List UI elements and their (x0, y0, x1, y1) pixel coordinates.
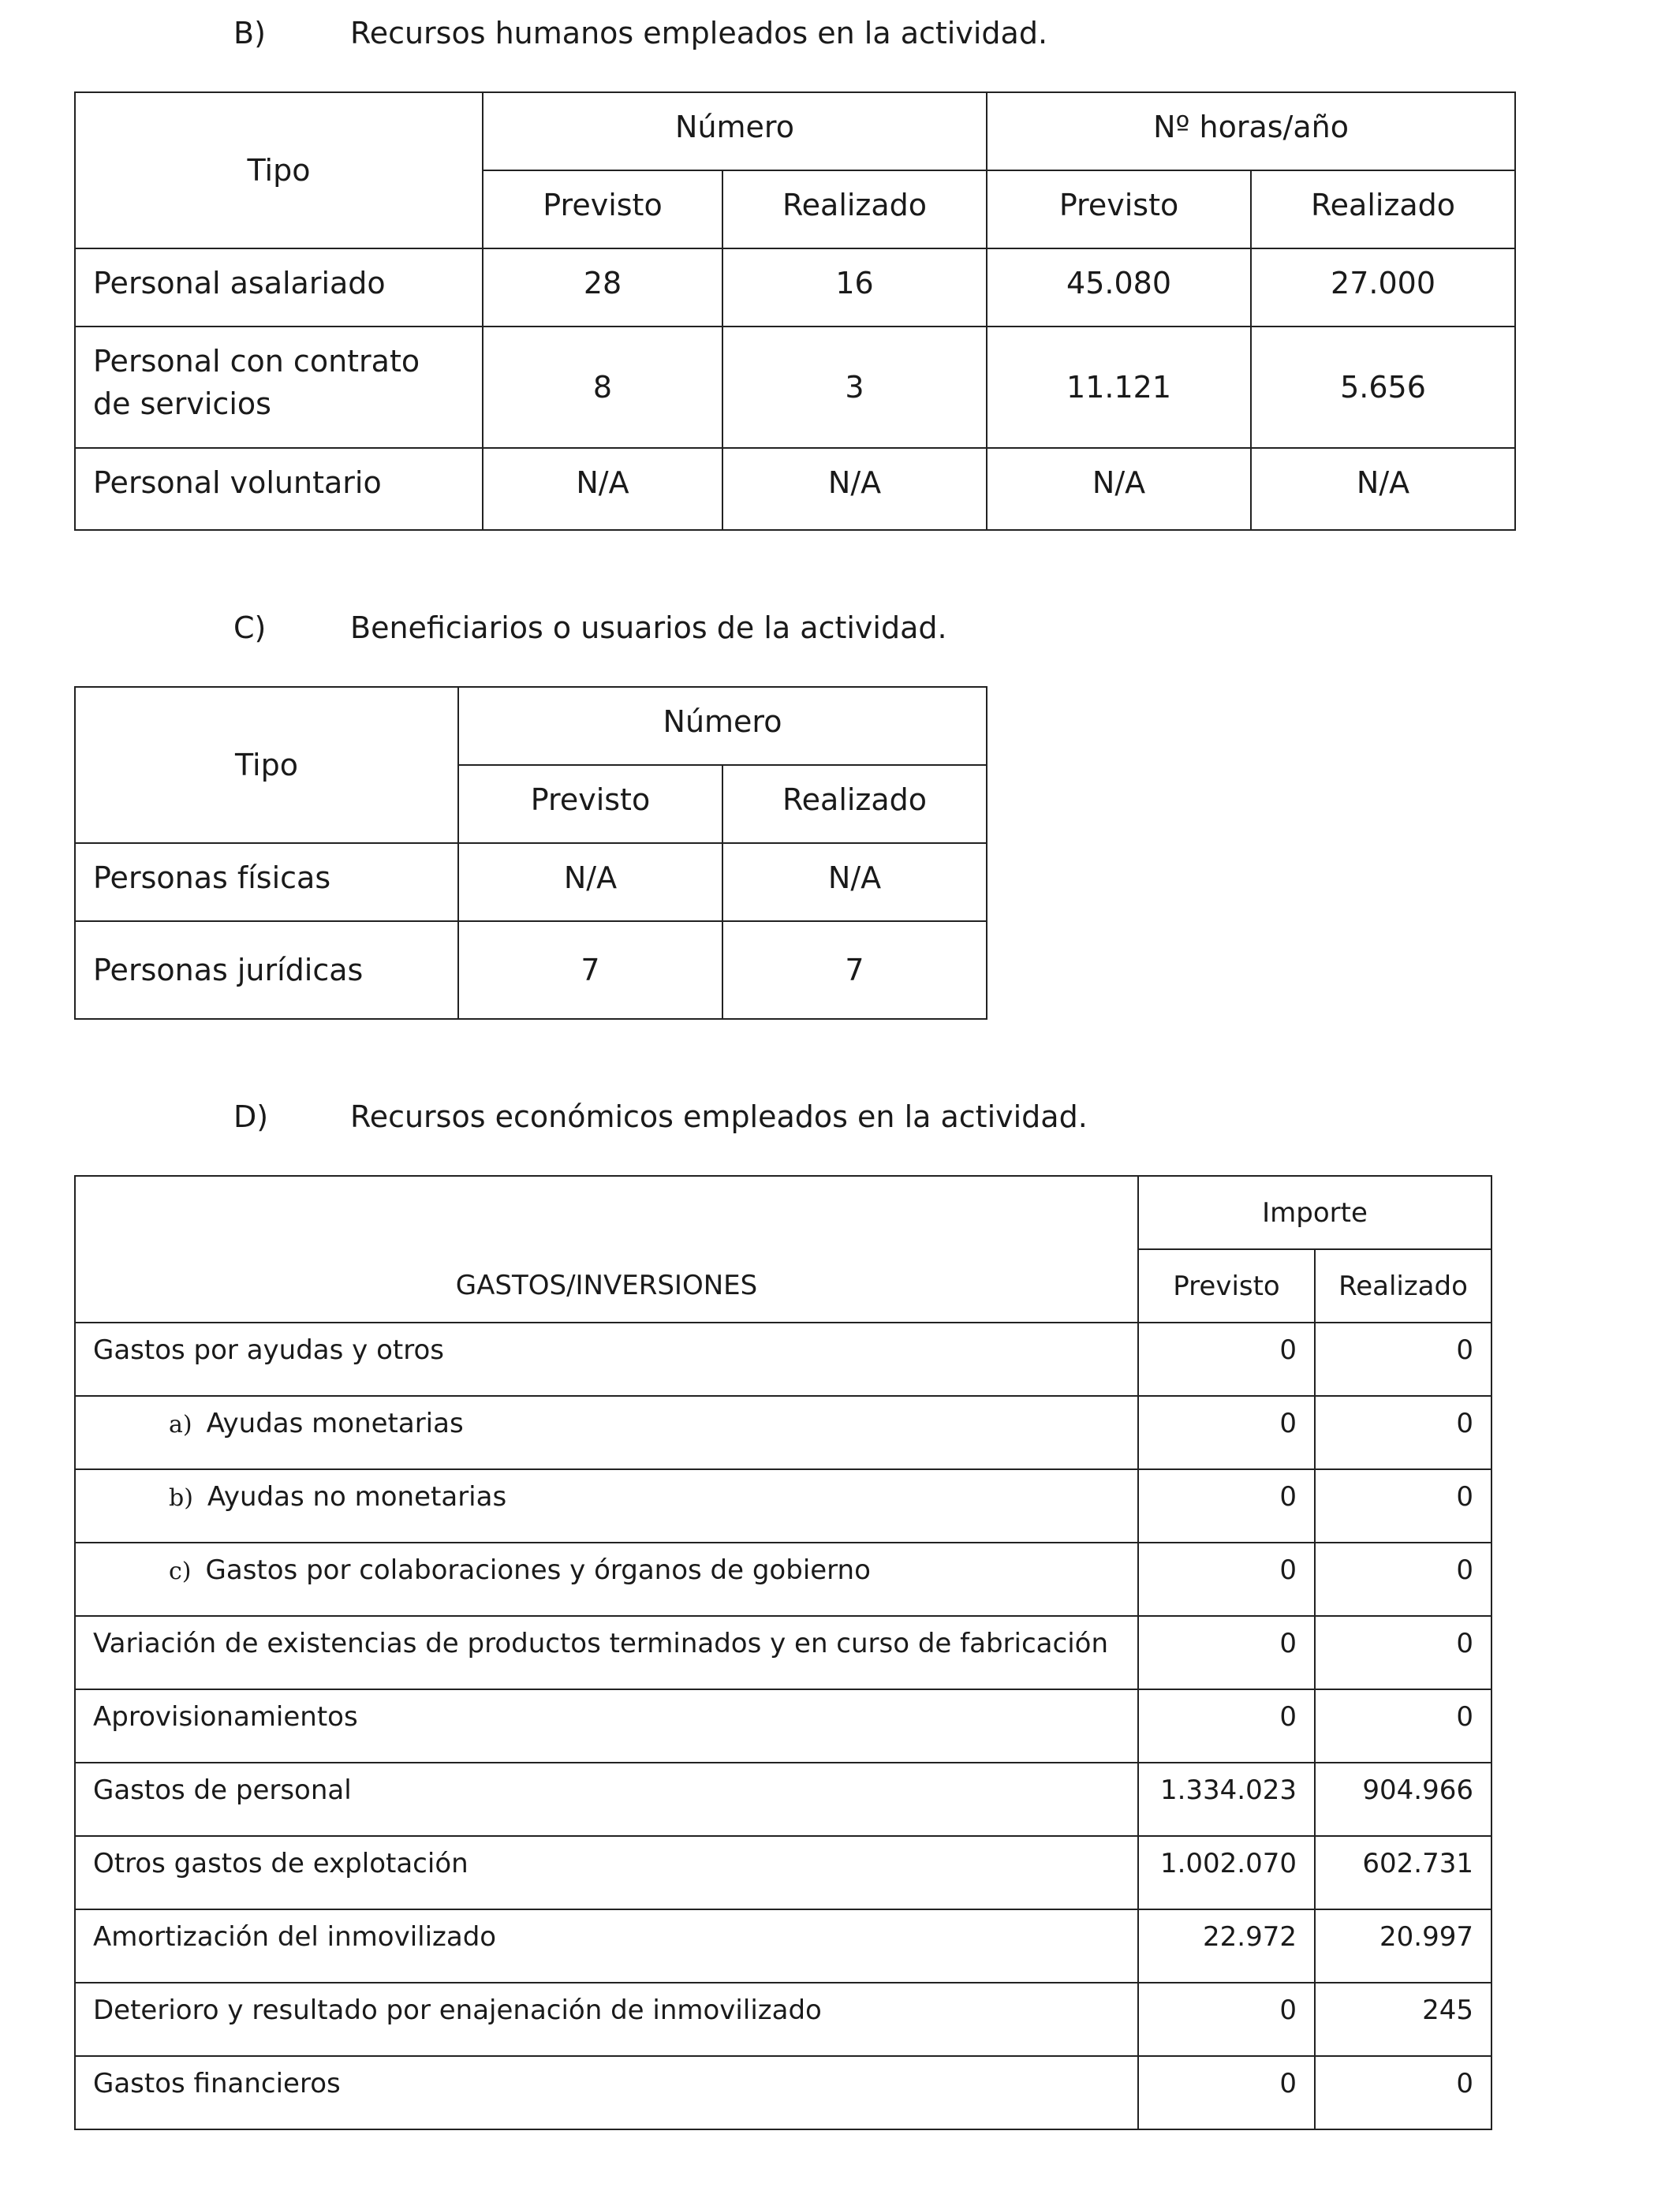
table-row (75, 1469, 1491, 1543)
cell-previsto: 7 (458, 921, 722, 1019)
table-row (75, 1763, 1491, 1836)
cell-realizado: 7 (722, 921, 987, 1019)
header-numero-realizado: Realizado (722, 170, 987, 248)
table-row (75, 248, 1515, 327)
cell-realizado: 602.731 (1315, 1836, 1491, 1909)
table-row (75, 921, 987, 1019)
row-tipo: Personas físicas (75, 843, 458, 921)
cell-realizado: 245 (1315, 1983, 1491, 2056)
row-label: Gastos por colaboraciones y órganos de gobierno (205, 1554, 871, 1586)
cell-realizado: 20.997 (1315, 1909, 1491, 1983)
table-row (75, 1836, 1491, 1909)
cell-horas-previsto: 45.080 (987, 248, 1251, 327)
section-b-title: Recursos humanos empleados en la actividad. (350, 16, 1048, 50)
table-row (75, 1689, 1491, 1763)
section-d-title: Recursos económicos empleados en la actividad. (350, 1099, 1088, 1134)
cell-realizado: N/A (722, 843, 987, 921)
header-tipo: Tipo (75, 687, 458, 843)
table-recursos-humanos (74, 91, 1516, 531)
row-label: Ayudas monetarias (206, 1408, 464, 1439)
header-horas-previsto: Previsto (987, 170, 1251, 248)
header-previsto: Previsto (1138, 1249, 1315, 1323)
cell-previsto: N/A (458, 843, 722, 921)
cell-horas-realizado: N/A (1251, 448, 1515, 530)
cell-previsto: 1.334.023 (1138, 1763, 1315, 1836)
cell-realizado: 904.966 (1315, 1763, 1491, 1836)
cell-previsto: 0 (1138, 1689, 1315, 1763)
cell-horas-realizado: 5.656 (1251, 327, 1515, 448)
table-row (75, 327, 1515, 448)
section-c-letter: C) (233, 610, 267, 645)
header-numero-previsto: Previsto (483, 170, 722, 248)
cell-previsto: 0 (1138, 2056, 1315, 2129)
row-label-cell (75, 1396, 1138, 1469)
row-label: Gastos de personal (75, 1763, 1138, 1836)
table-row (75, 843, 987, 921)
cell-previsto: 22.972 (1138, 1909, 1315, 1983)
header-numero: Número (458, 687, 987, 765)
header-tipo: Tipo (75, 92, 483, 248)
cell-num-previsto: N/A (483, 448, 722, 530)
cell-previsto: 0 (1138, 1616, 1315, 1689)
table-row (75, 1909, 1491, 1983)
cell-num-previsto: 28 (483, 248, 722, 327)
row-label: Variación de existencias de productos terminados y en curso de fabricación (75, 1616, 1138, 1689)
header-importe: Importe (1138, 1176, 1491, 1249)
item-marker: c) (169, 1558, 192, 1585)
cell-realizado: 0 (1315, 1689, 1491, 1763)
table-row (75, 1323, 1491, 1396)
row-label-cell (75, 1543, 1138, 1616)
section-d-letter: D) (233, 1099, 269, 1134)
row-label: Gastos por ayudas y otros (75, 1323, 1138, 1396)
cell-previsto: 0 (1138, 1469, 1315, 1543)
cell-previsto: 1.002.070 (1138, 1836, 1315, 1909)
row-label: Gastos financieros (75, 2056, 1138, 2129)
row-tipo: Personal voluntario (75, 448, 483, 530)
header-previsto: Previsto (458, 765, 722, 843)
table-recursos-economicos (74, 1175, 1492, 2130)
cell-realizado: 0 (1315, 1616, 1491, 1689)
cell-num-realizado: N/A (722, 448, 987, 530)
header-horas-realizado: Realizado (1251, 170, 1515, 248)
cell-previsto: 0 (1138, 1396, 1315, 1469)
row-tipo-line2: de servicios (93, 386, 271, 421)
section-b-letter: B) (233, 16, 266, 50)
item-marker: a) (169, 1411, 192, 1439)
row-tipo: Personal asalariado (75, 248, 483, 327)
section-c-title: Beneficiarios o usuarios de la actividad. (350, 610, 947, 645)
header-realizado: Realizado (722, 765, 987, 843)
cell-num-previsto: 8 (483, 327, 722, 448)
table-beneficiarios (74, 686, 987, 1020)
table-row (75, 2056, 1491, 2129)
cell-previsto: 0 (1138, 1323, 1315, 1396)
header-horas: Nº horas/año (987, 92, 1515, 170)
table-row (75, 1396, 1491, 1469)
cell-realizado: 0 (1315, 1543, 1491, 1616)
row-label: Ayudas no monetarias (207, 1481, 507, 1513)
row-label: Otros gastos de explotación (75, 1836, 1138, 1909)
row-label: Deterioro y resultado por enajenación de inmovilizado (75, 1983, 1138, 2056)
row-tipo (75, 327, 483, 448)
row-label: Amortización del inmovilizado (75, 1909, 1138, 1983)
cell-previsto: 0 (1138, 1983, 1315, 2056)
table-row (75, 448, 1515, 530)
header-numero: Número (483, 92, 987, 170)
row-tipo-line1: Personal con contrato (93, 344, 420, 379)
cell-previsto: 0 (1138, 1543, 1315, 1616)
cell-num-realizado: 3 (722, 327, 987, 448)
row-label: Aprovisionamientos (75, 1689, 1138, 1763)
cell-horas-realizado: 27.000 (1251, 248, 1515, 327)
cell-realizado: 0 (1315, 1323, 1491, 1396)
table-row (75, 1983, 1491, 2056)
cell-horas-previsto: N/A (987, 448, 1251, 530)
row-tipo: Personas jurídicas (75, 921, 458, 1019)
row-label-cell (75, 1469, 1138, 1543)
table-row (75, 1543, 1491, 1616)
cell-horas-previsto: 11.121 (987, 327, 1251, 448)
cell-realizado: 0 (1315, 1396, 1491, 1469)
header-realizado: Realizado (1315, 1249, 1491, 1323)
cell-num-realizado: 16 (722, 248, 987, 327)
header-gastos: GASTOS/INVERSIONES (75, 1176, 1138, 1323)
table-row (75, 1616, 1491, 1689)
cell-realizado: 0 (1315, 2056, 1491, 2129)
item-marker: b) (169, 1484, 193, 1512)
cell-realizado: 0 (1315, 1469, 1491, 1543)
